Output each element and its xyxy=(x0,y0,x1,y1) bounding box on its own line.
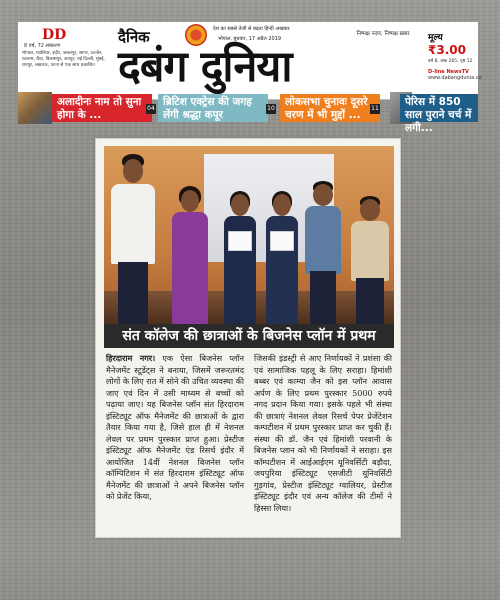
masthead-date: भोपाल, बुधवार, 17 अप्रैल 2019 xyxy=(218,36,282,42)
newspaper-masthead xyxy=(18,22,482,100)
price-box xyxy=(428,30,482,92)
person-figure xyxy=(170,186,210,324)
article-clipping xyxy=(95,138,401,538)
article-column-text: जिसकी इंडस्ट्री से आए निर्णायकों ने प्रशंसा की एवं सामाजिक पहलू के लिए सराहा। हिमांशी बब्बर एवं काम्या जैन को इस प्लॉन आवास अर्पण के लिए प्रथम पुरस्कार 5000 रुपये नगद प्रदान किया गया। इसके पहले भी संस्था की छात्राएं नेशनल लेवल रिसर्च पेपर प्रेजेंटेशन कम्पटीशन में प्रथम पुरस्कार प्राप्त कर चुकी हैं। संस्था की डॉ. जैन एवं हिमांशी परवानी के बिजनेस प्लान को भी निर्णायकों ने सराहा। इस कॉम्पटीशन में आईआईएम यूनिवर्सिटी बड़ौदा, जयपुरिया इंस्टिट्यूट एसजीटी यूनिवर्सिटी गुड़गांव, प्रेस्टीज इंस्टिट्यूट ग्वालियर, प्रेस्टीज इंस्टिट्यूट इंदौर एवं अन्य कॉलेज की टीमों ने हिस्सा लिया। xyxy=(254,353,392,513)
logo-subtitle: 8 वर्ष, 72 संस्करण xyxy=(24,43,61,49)
article-dateline: हिरदाराम नगर। xyxy=(106,353,156,363)
issue-info: वर्ष 8, अंक 265, पृष्ठ 12 xyxy=(428,59,473,64)
price-value: ₹3.00 xyxy=(428,43,466,57)
article-column-2 xyxy=(254,353,392,533)
person-figure xyxy=(302,181,344,324)
person-figure xyxy=(348,196,392,324)
person-figure xyxy=(108,154,158,324)
article-headline: संत कॉलेज की छात्राओं के बिजनेस प्लॉन में प्रथम xyxy=(104,324,394,348)
teaser-page-badge: 04 xyxy=(147,105,155,112)
article-column-text: एक ऐसा बिजनेस प्लॉन मैनेजमेंट स्टूडेंट्स ने बनाया, जिसमें जरूरतमंद लोगों के लिए रात में सोने की उचित व्यवस्था की जाए एवं दिन में उसी माध्यम से बच्चों को पढ़ाया जाए। यह बिजनेस प्लॉन संत हिरदाराम इंस्टिट्यूट ऑफ मैनेजमेंट की छात्राओं के द्वारा तैयार किया गया है, जिसे हाल ही में नेशनल लेवल पर प्रथम पुरस्कार प्राप्त हुआ। प्रेस्टीज इंस्टिट्यूट ऑफ मैनेजमेंट एंड रिसर्च इंदौर में आयोजित 14वीं नेशनल बिजनेस प्लॉन कॉम्पिटिशन में संत हिरदाराम इंस्टिट्यूट ऑफ मैनेजमेंट की छात्राओं ने अपने बिजनेस प्लॉन को प्रेजेंट किया, xyxy=(106,353,244,501)
edition-cities: भोपाल, ग्वालियर, इंदौर, जबलपुर, सागर, उज्जैन, रतलाम, रीवा, बिलासपुर, जयपुर, नई दिल्ली, मुंबई, रायपुर, लखनऊ, पटना से एक साथ प्रकाशित xyxy=(22,51,105,68)
person-figure xyxy=(264,191,300,324)
teaser-item: अलादीनः नाम तो सुना होगा के ... xyxy=(52,94,152,122)
teaser-thumbnail-image xyxy=(18,92,52,124)
article-column-1 xyxy=(106,353,244,533)
person-figure xyxy=(222,191,258,324)
background-texture xyxy=(0,548,500,600)
teaser-strip xyxy=(18,92,478,134)
price-line xyxy=(428,30,476,57)
title-prefix: दैनिक xyxy=(118,28,150,46)
teaser-page-badge: 11 xyxy=(371,105,379,112)
website-url: www.dabangdunia.co xyxy=(428,75,482,81)
masthead-slogan: निष्पक्ष नज़र, निष्पक्ष ख़बर xyxy=(356,31,410,37)
teaser-page-badge: 10 xyxy=(267,105,275,112)
teaser-item: पेरिस में 850 साल पुराने चर्च में लगी... xyxy=(400,94,478,122)
price-label: मूल्य xyxy=(428,33,443,43)
dd-logo: DD xyxy=(42,27,67,43)
teaser-item: लोकसभा चुनावः दूसरे चरण में भी मुद्दों ... xyxy=(280,94,380,122)
masthead-tagline: देश का सबसे तेजी से बढ़ता हिन्दी अखबार xyxy=(213,26,290,32)
news-tv-label: D-line NewsTV xyxy=(428,69,469,75)
article-photo xyxy=(104,146,394,324)
newspaper-title: दबंग दुनिया xyxy=(118,42,292,92)
teaser-item: ब्रिटिश एक्ट्रेस की जगह लेंगी श्रद्धा कपूर xyxy=(158,94,268,122)
masthead-left-block xyxy=(22,25,108,97)
